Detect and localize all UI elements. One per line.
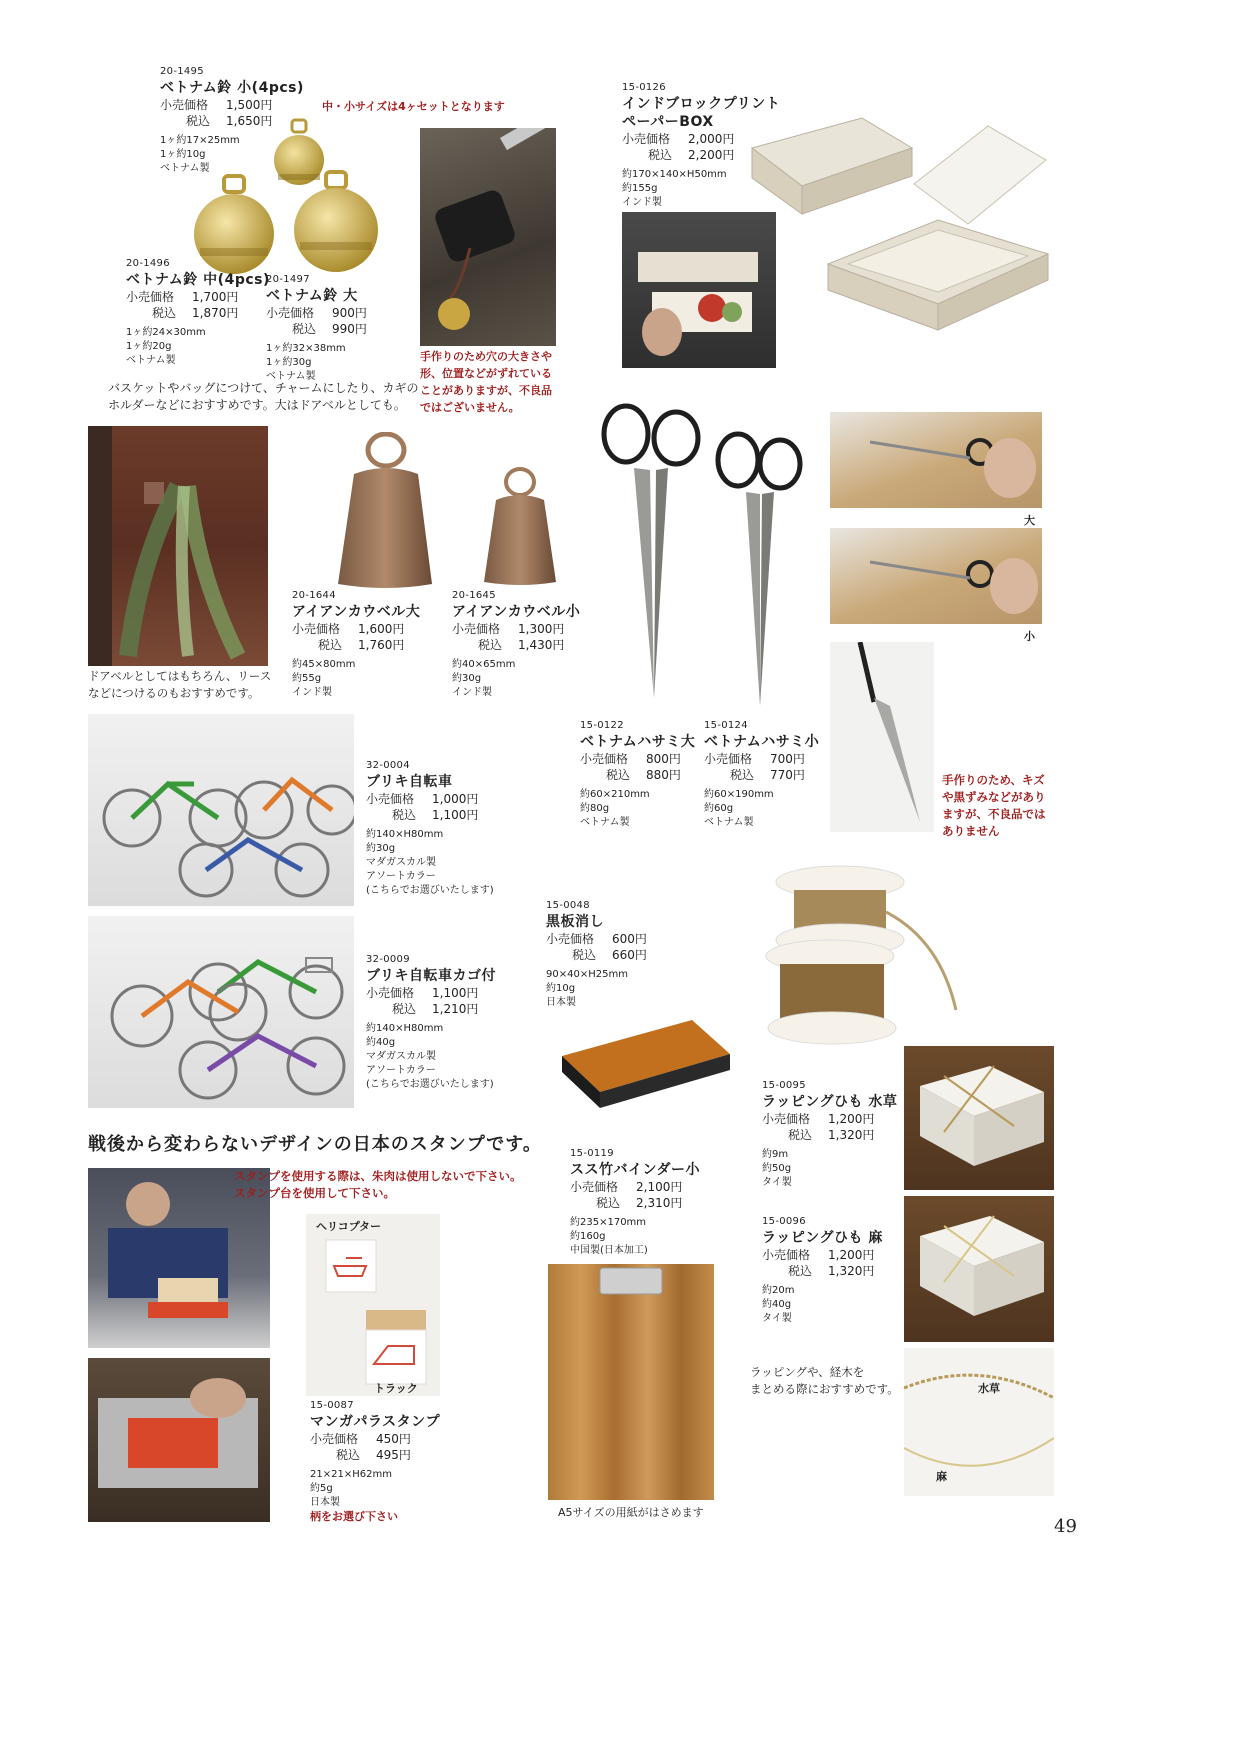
bell-use-note — [108, 380, 419, 414]
product-code: 32-0004 — [366, 760, 410, 771]
spec-size: 約170×140×H50mm — [622, 169, 727, 180]
eraser-photo — [552, 1016, 734, 1110]
bell-set-note: 中・小サイズは4ヶセットとなります — [322, 100, 505, 113]
spec-size: 21×21×H62mm — [310, 1469, 392, 1480]
product-code: 20-1495 — [160, 66, 204, 77]
stamp-heli-label: ヘリコプター — [316, 1220, 382, 1233]
note-line: ありません — [942, 824, 1000, 838]
price: 1,600円 — [358, 622, 405, 636]
spec-origin: 日本製 — [546, 997, 576, 1008]
stamp-choose-note: 柄をお選び下さい — [310, 1510, 398, 1523]
spec-weight: 約40g — [762, 1299, 792, 1310]
price: 1,700円 — [192, 290, 239, 304]
note-line: ドアベルとしてはもちろん、リース — [88, 669, 272, 683]
tax-label: 税込 — [730, 768, 755, 782]
binder-photo — [548, 1264, 714, 1500]
spec-weight: 1ヶ約30g — [266, 357, 312, 368]
price-label: 小売価格 — [704, 752, 753, 766]
binder-note: A5サイズの用紙がはさめます — [558, 1506, 704, 1519]
twine-hemp-label: 麻 — [936, 1470, 947, 1483]
product-name: アイアンカウベル大 — [292, 604, 421, 620]
product-code: 15-0124 — [704, 720, 748, 731]
spec-size: 約140×H80mm — [366, 1023, 444, 1034]
price-label: 小売価格 — [570, 1180, 619, 1194]
price-label: 小売価格 — [622, 132, 671, 146]
spec-weight: 約160g — [570, 1231, 606, 1242]
spec-origin: ベトナム製 — [580, 817, 630, 828]
note-line: ことがありますが、不良品 — [420, 384, 552, 397]
paper-box-open-photo — [818, 124, 1054, 334]
spec-origin: マダガスカル製 — [366, 857, 436, 868]
twine-use-note — [750, 1364, 899, 1398]
bell-large-photo — [288, 170, 384, 274]
spec-weight: 約155g — [622, 183, 658, 194]
tax-price: 1,320円 — [828, 1264, 875, 1278]
product-code: 32-0009 — [366, 954, 410, 965]
tax-label: 税込 — [152, 306, 177, 320]
price: 1,100円 — [432, 986, 479, 1000]
tax-label: 税込 — [392, 808, 417, 822]
bike-photo — [88, 714, 354, 906]
bell-handmade-note — [420, 348, 552, 416]
price-label: 小売価格 — [126, 290, 175, 304]
price-label: 小売価格 — [310, 1432, 359, 1446]
product-name: ベトナムハサミ大 — [580, 734, 696, 750]
tax-price: 1,100円 — [432, 808, 479, 822]
product-scissors-large — [580, 718, 695, 830]
product-twine-grass — [762, 1078, 897, 1190]
price: 700円 — [770, 752, 805, 766]
product-code: 20-1496 — [126, 258, 170, 269]
note-line: スタンプ台を使用して下さい。 — [234, 1186, 395, 1200]
tax-label: 税込 — [572, 948, 597, 962]
price-label: 小売価格 — [266, 306, 315, 320]
product-code: 15-0095 — [762, 1080, 806, 1091]
cowbell-small-photo — [482, 466, 558, 586]
spec-size: 約60×210mm — [580, 789, 650, 800]
tax-label: 税込 — [788, 1128, 813, 1142]
product-name: アイアンカウベル小 — [452, 604, 581, 620]
price-label: 小売価格 — [580, 752, 629, 766]
spec-weight: 1ヶ約10g — [160, 149, 206, 160]
price: 1,200円 — [828, 1112, 875, 1126]
product-twine-hemp — [762, 1214, 883, 1326]
product-code: 20-1644 — [292, 590, 336, 601]
spec-color-note: (こちらでお選びいたします) — [366, 1079, 494, 1090]
product-binder — [570, 1146, 700, 1258]
price: 1,000円 — [432, 792, 479, 806]
tax-label: 税込 — [606, 768, 631, 782]
tax-price: 1,320円 — [828, 1128, 875, 1142]
price: 2,100円 — [636, 1180, 683, 1194]
stamp-product-photo — [306, 1214, 440, 1396]
product-name: ベトナム鈴 中(4pcs) — [126, 272, 270, 288]
note-line: 形、位置などがずれている — [420, 367, 552, 380]
spec-origin: タイ製 — [762, 1177, 792, 1188]
product-name-line2: ペーパーBOX — [622, 114, 714, 130]
note-line: 手作りのため、キズ — [942, 773, 1045, 787]
wreath-photo — [88, 426, 268, 666]
note-line: スタンプを使用する際は、朱肉は使用しないで下さい。 — [234, 1169, 522, 1183]
spec-origin: タイ製 — [762, 1313, 792, 1324]
price-label: 小売価格 — [366, 792, 415, 806]
tax-label: 税込 — [648, 148, 673, 162]
product-eraser — [546, 898, 647, 1010]
tax-price: 660円 — [612, 948, 647, 962]
twine-spool-photo — [760, 860, 960, 1070]
spec-origin: ベトナム製 — [704, 817, 754, 828]
price: 900円 — [332, 306, 367, 320]
spec-origin: インド製 — [622, 197, 662, 208]
tax-label: 税込 — [788, 1264, 813, 1278]
tax-price: 1,430円 — [518, 638, 565, 652]
scissors-handmade-note — [942, 772, 1046, 840]
scissors-small-use-photo — [830, 528, 1042, 624]
tax-price: 990円 — [332, 322, 367, 336]
price: 2,000円 — [688, 132, 735, 146]
tax-price: 2,310円 — [636, 1196, 683, 1210]
scissors-closeup-photo — [830, 642, 934, 832]
tax-label: 税込 — [596, 1196, 621, 1210]
note-line: まとめる際におすすめです。 — [750, 1382, 899, 1396]
product-cowbell-small — [452, 588, 580, 700]
twine-hemp-box-photo — [904, 1196, 1054, 1342]
tax-price: 2,200円 — [688, 148, 735, 162]
price: 1,200円 — [828, 1248, 875, 1262]
note-line: ますが、不良品では — [942, 807, 1046, 821]
product-code: 20-1497 — [266, 274, 310, 285]
twine-grass-label: 水草 — [978, 1382, 1000, 1395]
twine-compare-photo — [904, 1348, 1054, 1496]
spec-color: アソートカラー — [366, 1065, 436, 1076]
price: 450円 — [376, 1432, 411, 1446]
bike-basket-photo — [88, 916, 354, 1108]
product-bell-small — [160, 64, 304, 176]
spec-weight: 約50g — [762, 1163, 792, 1174]
product-name: マンガパラスタンプ — [310, 1414, 441, 1430]
note-line: 手作りのため穴の大きさや — [420, 350, 552, 363]
price: 800円 — [646, 752, 681, 766]
product-name: ベトナム鈴 大 — [266, 288, 358, 304]
spec-origin: ベトナム製 — [266, 371, 316, 382]
price-label: 小売価格 — [762, 1248, 811, 1262]
spec-weight: 約10g — [546, 983, 576, 994]
spec-color: アソートカラー — [366, 871, 436, 882]
product-bell-large — [266, 272, 367, 384]
product-bike — [366, 758, 494, 898]
price-label: 小売価格 — [452, 622, 501, 636]
note-line: などにつけるのもおすすめです。 — [88, 686, 260, 700]
note-line: ではございません。 — [420, 401, 520, 414]
spec-size: 約45×80mm — [292, 659, 356, 670]
product-stamp — [310, 1398, 440, 1524]
tax-label: 税込 — [392, 1002, 417, 1016]
spec-origin: ベトナム製 — [126, 355, 176, 366]
spec-size: 約140×H80mm — [366, 829, 444, 840]
spec-origin: ベトナム製 — [160, 163, 210, 174]
product-bell-medium — [126, 256, 270, 368]
product-name: ベトナムハサミ小 — [704, 734, 820, 750]
tax-label: 税込 — [478, 638, 503, 652]
spec-weight: 約30g — [366, 843, 396, 854]
stamp-work-photo-2 — [88, 1358, 270, 1522]
product-code: 15-0122 — [580, 720, 624, 731]
note-line: ホルダーなどにおすすめです。大はドアベルとしても。 — [108, 398, 406, 412]
product-name: ベトナム鈴 小(4pcs) — [160, 80, 304, 96]
spec-weight: 約55g — [292, 673, 322, 684]
note-line: や黒ずみなどがあり — [942, 790, 1046, 804]
page-number: 49 — [1054, 1516, 1077, 1537]
price-label: 小売価格 — [546, 932, 595, 946]
spec-weight: 約5g — [310, 1483, 333, 1494]
product-name: ブリキ自転車カゴ付 — [366, 968, 496, 984]
tax-label: 税込 — [186, 114, 211, 128]
price: 1,300円 — [518, 622, 565, 636]
spec-weight: 約40g — [366, 1037, 396, 1048]
spec-origin: インド製 — [452, 687, 492, 698]
product-code: 15-0048 — [546, 900, 590, 911]
tax-price: 1,760円 — [358, 638, 405, 652]
spec-origin: マダガスカル製 — [366, 1051, 436, 1062]
product-name: ブリキ自転車 — [366, 774, 453, 790]
stamp-warning-note — [234, 1168, 522, 1202]
spec-size: 約40×65mm — [452, 659, 516, 670]
product-paper-box — [622, 80, 780, 210]
product-code: 15-0126 — [622, 82, 666, 93]
spec-weight: 約30g — [452, 673, 482, 684]
spec-size: 1ヶ約32×38mm — [266, 343, 346, 354]
price-label: 小売価格 — [292, 622, 341, 636]
spec-size: 1ヶ約24×30mm — [126, 327, 206, 338]
note-line: バスケットやバッグにつけて、チャームにしたり、カギの — [108, 381, 419, 395]
paper-box-hands-photo — [622, 212, 776, 368]
spec-size: 90×40×H25mm — [546, 969, 628, 980]
price-label: 小売価格 — [762, 1112, 811, 1126]
stamp-heading: 戦後から変わらないデザインの日本のスタンプです。 — [88, 1134, 542, 1155]
spec-size: 1ヶ約17×25mm — [160, 135, 240, 146]
spec-origin: インド製 — [292, 687, 332, 698]
spec-weight: 約60g — [704, 803, 734, 814]
spec-origin: 日本製 — [310, 1497, 340, 1508]
product-name: スス竹バインダー小 — [570, 1162, 700, 1178]
spec-length: 約9m — [762, 1149, 789, 1160]
tax-price: 880円 — [646, 768, 681, 782]
cowbell-large-photo — [334, 432, 434, 590]
scissors-small-photo — [714, 424, 804, 710]
price: 600円 — [612, 932, 647, 946]
tax-price: 495円 — [376, 1448, 411, 1462]
spec-weight: 約80g — [580, 803, 610, 814]
spec-color-note: (こちらでお選びいたします) — [366, 885, 494, 896]
doorbell-note — [88, 668, 271, 702]
product-name: ラッピングひも 水草 — [762, 1094, 898, 1110]
key-bell-photo — [420, 128, 556, 346]
product-bike-basket — [366, 952, 496, 1092]
scissors-small-label: 小 — [1024, 630, 1035, 643]
twine-grass-box-photo — [904, 1046, 1054, 1190]
product-code: 15-0087 — [310, 1400, 354, 1411]
tax-label: 税込 — [318, 638, 343, 652]
spec-origin: 中国製(日本加工) — [570, 1245, 648, 1256]
tax-label: 税込 — [336, 1448, 361, 1462]
scissors-large-use-photo — [830, 412, 1042, 508]
spec-weight: 1ヶ約20g — [126, 341, 172, 352]
price-label: 小売価格 — [366, 986, 415, 1000]
tax-price: 1,650円 — [226, 114, 273, 128]
price-label: 小売価格 — [160, 98, 209, 112]
product-scissors-small — [704, 718, 819, 830]
product-code: 20-1645 — [452, 590, 496, 601]
tax-price: 1,870円 — [192, 306, 239, 320]
tax-price: 1,210円 — [432, 1002, 479, 1016]
spec-size: 約60×190mm — [704, 789, 774, 800]
scissors-large-label: 大 — [1024, 514, 1035, 527]
note-line: ラッピングや、経木を — [750, 1365, 865, 1379]
product-code: 15-0119 — [570, 1148, 614, 1159]
scissors-large-photo — [598, 398, 702, 704]
product-cowbell-large — [292, 588, 420, 700]
product-code: 15-0096 — [762, 1216, 806, 1227]
product-name-line1: インドブロックプリント — [622, 96, 781, 112]
product-name: ラッピングひも 麻 — [762, 1230, 883, 1246]
spec-size: 約235×170mm — [570, 1217, 647, 1228]
price: 1,500円 — [226, 98, 273, 112]
product-name: 黒板消し — [546, 914, 604, 930]
tax-price: 770円 — [770, 768, 805, 782]
spec-length: 約20m — [762, 1285, 795, 1296]
tax-label: 税込 — [292, 322, 317, 336]
stamp-truck-label: トラック — [374, 1382, 418, 1395]
